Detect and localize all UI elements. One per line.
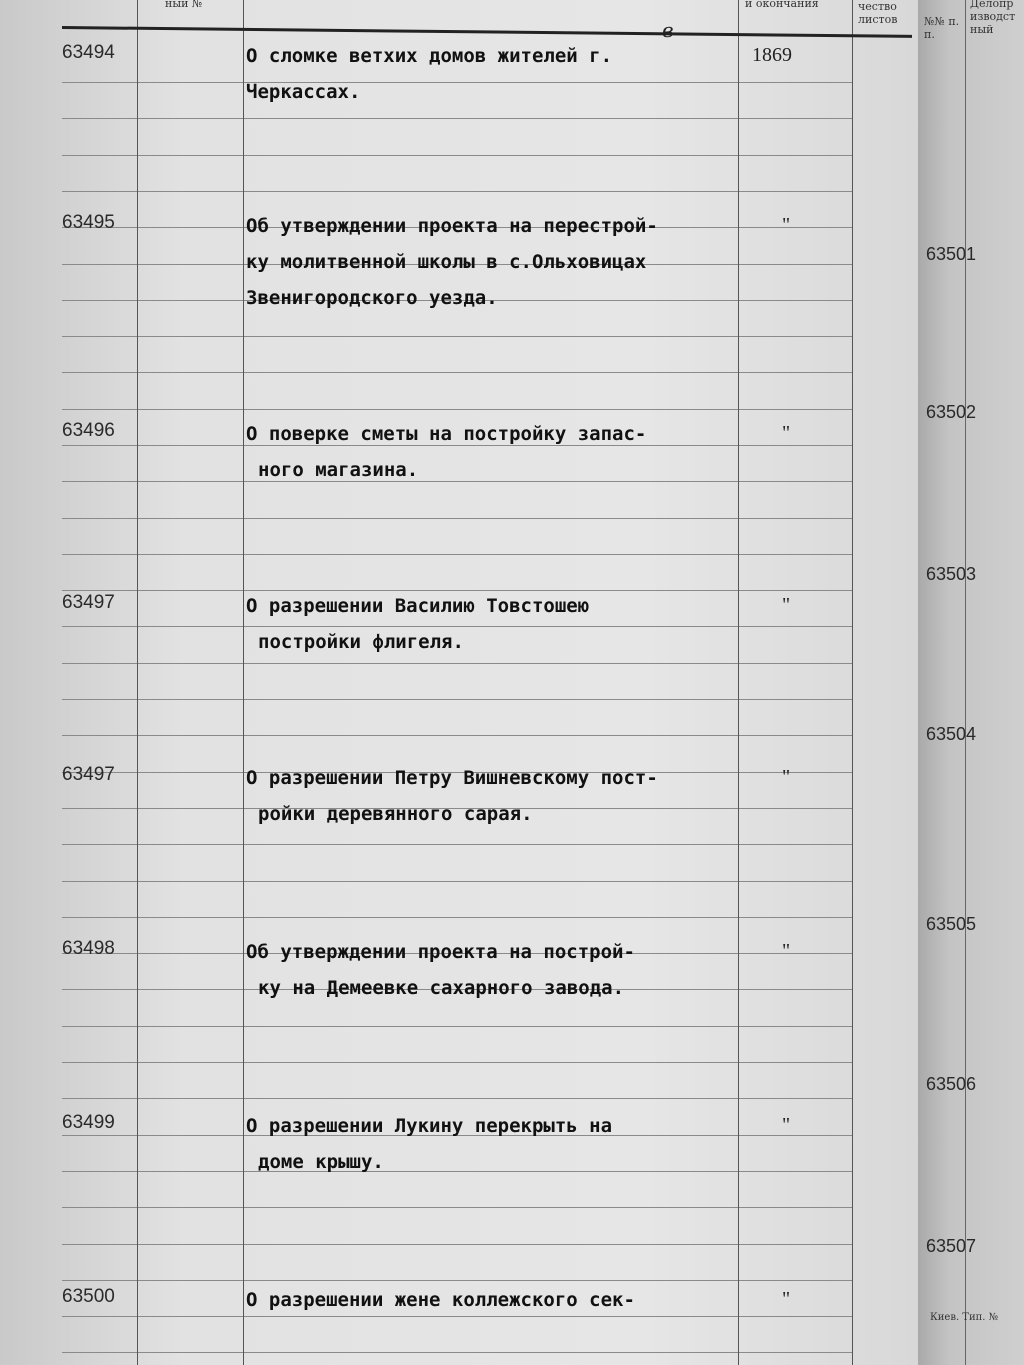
entry-date: 1869 [752,44,792,66]
entry-number: 63497 [62,764,115,785]
right-entry-number: 63506 [926,1074,977,1094]
ruled-line [62,699,852,700]
entry-date: " [782,1288,791,1310]
entry-line: ку на Демеевке сахарного завода. [258,977,625,999]
column-divider [738,0,739,1365]
entry-title [246,1282,635,1318]
right-entry-number: 63505 [926,914,977,934]
ruled-line [62,1352,852,1353]
ruled-line [62,336,852,337]
right-entry-number: 63504 [926,724,977,744]
entry-line: ройки деревянного сарая. [258,803,533,825]
entry-date: " [782,594,791,616]
column-divider [852,0,853,1365]
ruled-line [62,881,852,882]
ruled-line [62,372,852,373]
ruled-line [62,844,852,845]
entry-date: " [782,766,791,788]
entry-line: О разрешении Петру Вишневскому пост- [246,767,658,789]
entry-title [246,416,646,488]
entry-date: " [782,940,791,962]
entry-line: ку молитвенной школы в с.Ольховицах [246,251,647,273]
entry-title [246,934,635,1006]
entry-line: доме крышу. [258,1151,384,1173]
column-divider [965,0,966,1365]
ruled-line [62,1062,852,1063]
entry-title [246,588,589,660]
entry-line: Об утверждении проекта на перестрой- [246,215,658,237]
entry-title [246,1108,612,1180]
right-entry-number: 63503 [926,564,977,584]
next-page-edge [918,0,1024,1365]
entry-line: постройки флигеля. [258,631,464,653]
entry-number: 63497 [62,592,115,613]
right-entry-number: 63507 [926,1236,977,1256]
ruled-line [62,191,852,192]
ruled-line [62,917,852,918]
column-divider [243,0,244,1365]
entry-line: Звенигородского уезда. [246,287,498,309]
entry-number: 63495 [62,212,115,233]
entry-line: О разрешении Василию Товстошею [246,595,590,617]
entry-line: Черкассах. [246,81,361,103]
ruled-line [62,735,852,736]
ruled-line [62,1244,852,1245]
entry-number: 63500 [62,1286,115,1307]
entry-number: 63496 [62,420,115,441]
entry-line: О разрешении жене коллежского сек- [246,1289,635,1311]
entry-line: О сломке ветхих домов жителей г. [246,45,613,67]
header-number: ный № [165,0,203,10]
ruled-line [62,1098,852,1099]
entry-line: ного магазина. [258,459,419,481]
entry-date: " [782,422,791,444]
entry-title [246,208,658,316]
ruled-line [62,1280,852,1281]
entry-date: " [782,214,791,236]
ruled-line [62,1026,852,1027]
ruled-line [62,663,852,664]
right-entry-number: 63502 [926,402,977,422]
ruled-line [62,155,852,156]
header-dates: и окончания [745,0,819,10]
entry-number: 63499 [62,1112,115,1133]
ruled-line [62,409,852,410]
ruled-line [62,118,852,119]
entry-line: О поверке сметы на постройку запас- [246,423,647,445]
entry-line: О разрешении Лукину перекрыть на [246,1115,613,1137]
printer-imprint: Киев. Тип. № [930,1312,999,1323]
column-divider [137,0,138,1365]
handwritten-annotation: в [662,18,674,42]
header-sheets: чество листов [858,0,898,26]
ruled-line [62,518,852,519]
right-entry-number: 63501 [926,244,977,264]
ruled-line [62,1207,852,1208]
header-pp: №№ п. п. [924,15,960,41]
entry-date: " [782,1114,791,1136]
entry-number: 63498 [62,938,115,959]
entry-title [246,38,612,110]
entry-number: 63494 [62,42,115,63]
entry-line: Об утверждении проекта на построй- [246,941,635,963]
ruled-line [62,554,852,555]
entry-title [246,760,658,832]
header-delo: Делопр изводст ный [970,0,1016,36]
